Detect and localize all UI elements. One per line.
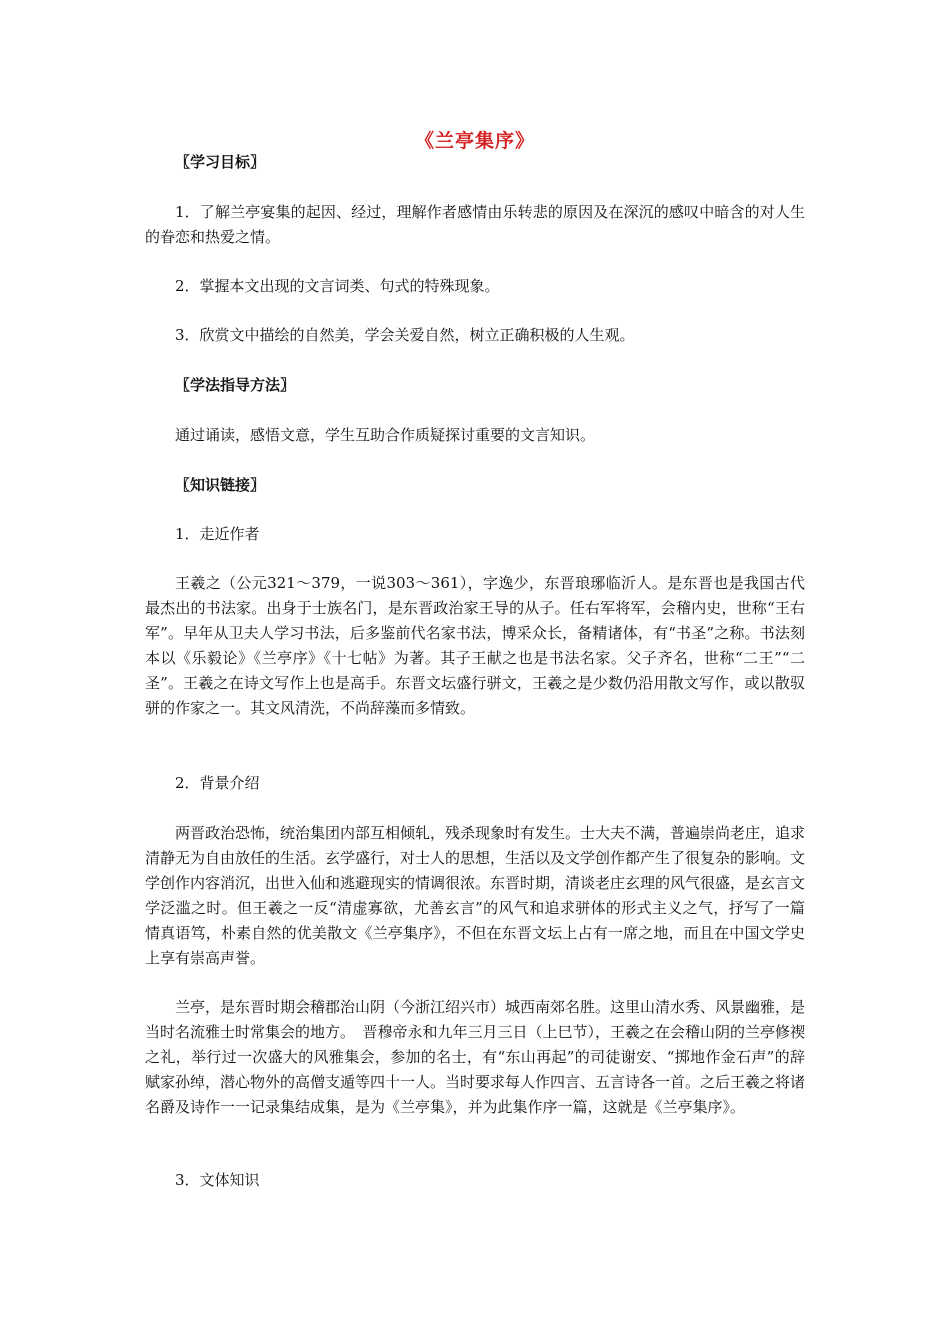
background-paragraph-2: 兰亭，是东晋时期会稽郡治山阴（今浙江绍兴市）城西南郊名胜。这里山清水秀、风景幽雅，是当时名流雅士时常集会的地方。 晋穆帝永和九年三月三日（上巳节），王羲之在会稽山阴的兰亭修禊之礼，举行过一次盛大的风雅集会，参加的名士，有“东山再起”的司徒谢安、“掷地作金石声”的辞赋家孙绰，潜心物外的高僧支遁等四十一人。当时要求每人作四言、五言诗各一首。之后王羲之将诸名爵及诗作一一记录集结成集，是为《兰亭集》，并为此集作序一篇，这就是《兰亭集序》。 [145, 998, 806, 1116]
section-heading-goals: 〖学习目标〗 [175, 153, 266, 171]
knowledge-title-author: 1．走近作者 [175, 525, 260, 543]
background-paragraph-1: 两晋政治恐怖，统治集团内部互相倾轧，残杀现象时有发生。士大夫不满，普遍崇尚老庄，追求清静无为自由放任的生活。玄学盛行，对士人的思想，生活以及文学创作都产生了很复杂的影响。文学创作内容消沉，出世入仙和逃避现实的情调很浓。东晋时期，清谈老庄玄理的风气很盛，是玄言文学泛滥之时。但王羲之一反“清虚寡欲，尤善玄言”的风气和追求骈体的形式主义之气，抒写了一篇情真语笃，朴素自然的优美散文《兰亭集序》，不但在东晋文坛上占有一席之地，而且在中国文学史上享有崇高声誉。 [145, 824, 806, 967]
author-paragraph: 王羲之（公元321～379，一说303～361），字逸少，东晋琅琊临沂人。是东晋也是我国古代最杰出的书法家。出身于士族名门，是东晋政治家王导的从子。任右军将军，会稽内史，世称“王右军”。早年从卫夫人学习书法，后多鉴前代名家书法，博采众长，备精诸体，有“书圣”之称。书法刻本以《乐毅论》《兰亭序》《十七帖》为著。其子王献之也是书法名家。父子齐名，世称“二王”“二圣”。王羲之在诗文写作上也是高手。东晋文坛盛行骈文，王羲之是少数仍沿用散文写作，或以散驭骈的作家之一。其文风清洗，不尚辞藻而多情致。 [145, 574, 805, 717]
section-heading-knowledge: 〖知识链接〗 [175, 476, 266, 494]
knowledge-title-genre: 3．文体知识 [175, 1171, 260, 1189]
method-paragraph: 通过诵读，感悟文意，学生互助合作质疑探讨重要的文言知识。 [175, 426, 596, 444]
goal-item-3: 3．欣赏文中描绘的自然美，学会关爱自然，树立正确积极的人生观。 [175, 326, 635, 344]
goal-item-1: 1．了解兰亭宴集的起因、经过，理解作者感情由乐转悲的原因及在深沉的感叹中暗含的对人生的眷恋和热爱之情。 [145, 203, 805, 246]
document-title: 《兰亭集序》 [414, 130, 535, 152]
section-heading-method: 〖学法指导方法〗 [175, 376, 296, 394]
knowledge-title-background: 2．背景介绍 [175, 774, 260, 792]
goal-item-2: 2．掌握本文出现的文言词类、句式的特殊现象。 [175, 277, 500, 295]
